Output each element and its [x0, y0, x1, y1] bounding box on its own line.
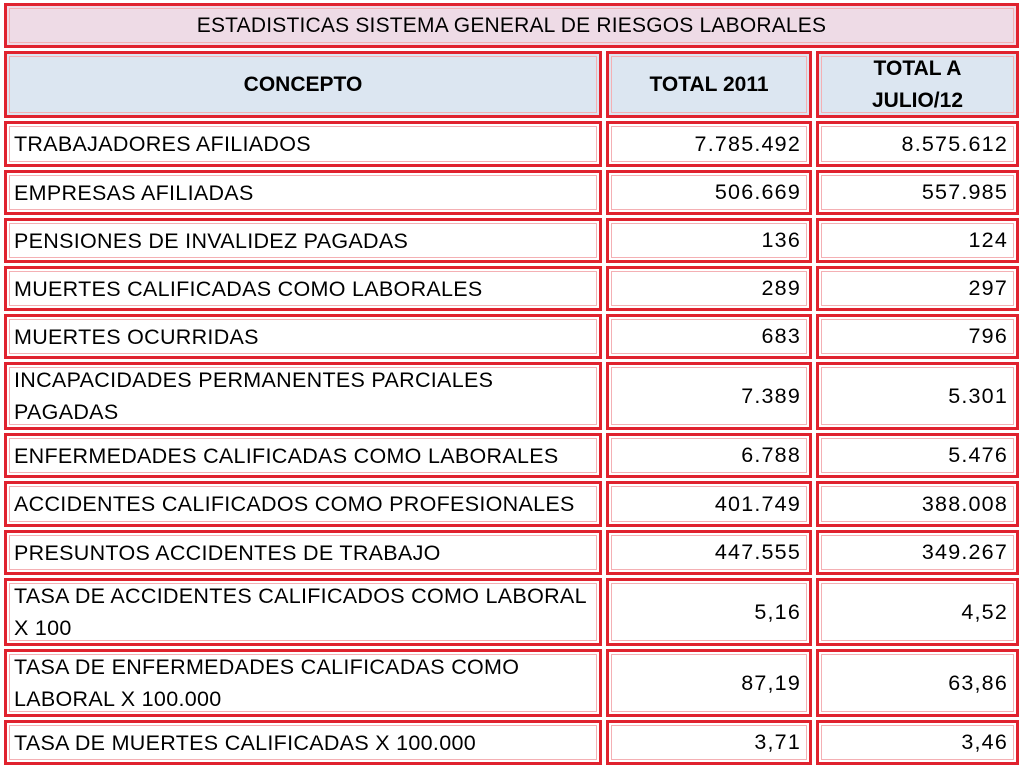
table-row-total-2011: 447.555	[606, 530, 812, 575]
table-row-total-julio: 8.575.612	[816, 121, 1019, 167]
table-row-concepto: PENSIONES DE INVALIDEZ PAGADAS	[4, 218, 602, 263]
table-row-total-julio: 796	[816, 314, 1019, 359]
table-row-total-2011: 506.669	[606, 170, 812, 215]
table-row-concepto: EMPRESAS AFILIADAS	[4, 170, 602, 215]
table-row-total-julio: 63,86	[816, 649, 1019, 717]
table-row-total-julio: 557.985	[816, 170, 1019, 215]
table-row-concepto: ACCIDENTES CALIFICADOS COMO PROFESIONALES	[4, 481, 602, 527]
table-title: ESTADISTICAS SISTEMA GENERAL DE RIESGOS LABORALES	[4, 3, 1019, 48]
table-row-concepto: ENFERMEDADES CALIFICADAS COMO LABORALES	[4, 433, 602, 478]
table-row-total-2011: 5,16	[606, 578, 812, 646]
table-row-total-julio: 297	[816, 266, 1019, 311]
table-row-concepto: INCAPACIDADES PERMANENTES PARCIALES PAGADAS	[4, 362, 602, 430]
table-row-concepto: TRABAJADORES AFILIADOS	[4, 121, 602, 167]
header-total-julio-line1: TOTAL A	[873, 56, 962, 80]
table-row-total-julio: 5.476	[816, 433, 1019, 478]
table-row-total-julio: 388.008	[816, 481, 1019, 527]
table-row-concepto: PRESUNTOS ACCIDENTES DE TRABAJO	[4, 530, 602, 575]
table-row-total-2011: 7.785.492	[606, 121, 812, 167]
table-row-total-julio: 349.267	[816, 530, 1019, 575]
table-row-concepto: MUERTES OCURRIDAS	[4, 314, 602, 359]
table-row-total-2011: 136	[606, 218, 812, 263]
table-row-concepto: MUERTES CALIFICADAS COMO LABORALES	[4, 266, 602, 311]
header-total-julio-line2: JULIO/12	[871, 88, 964, 112]
table-row-total-2011: 401.749	[606, 481, 812, 527]
header-concepto: CONCEPTO	[4, 51, 602, 118]
table-row-concepto: TASA DE MUERTES CALIFICADAS X 100.000	[4, 720, 602, 765]
table-row-total-2011: 683	[606, 314, 812, 359]
table-row-total-2011: 87,19	[606, 649, 812, 717]
table-row-total-julio: 5.301	[816, 362, 1019, 430]
table-row-concepto: TASA DE ACCIDENTES CALIFICADOS COMO LABORAL X 100	[4, 578, 602, 646]
table-row-total-2011: 289	[606, 266, 812, 311]
table-row-total-2011: 6.788	[606, 433, 812, 478]
header-total-2011: TOTAL 2011	[606, 51, 812, 118]
table-row-total-julio: 124	[816, 218, 1019, 263]
header-total-julio	[816, 51, 1019, 118]
table-row-total-julio: 3,46	[816, 720, 1019, 765]
table-row-total-2011: 3,71	[606, 720, 812, 765]
table-row-total-2011: 7.389	[606, 362, 812, 430]
table-row-concepto: TASA DE ENFERMEDADES CALIFICADAS COMO LABORAL X 100.000	[4, 649, 602, 717]
table-row-total-julio: 4,52	[816, 578, 1019, 646]
